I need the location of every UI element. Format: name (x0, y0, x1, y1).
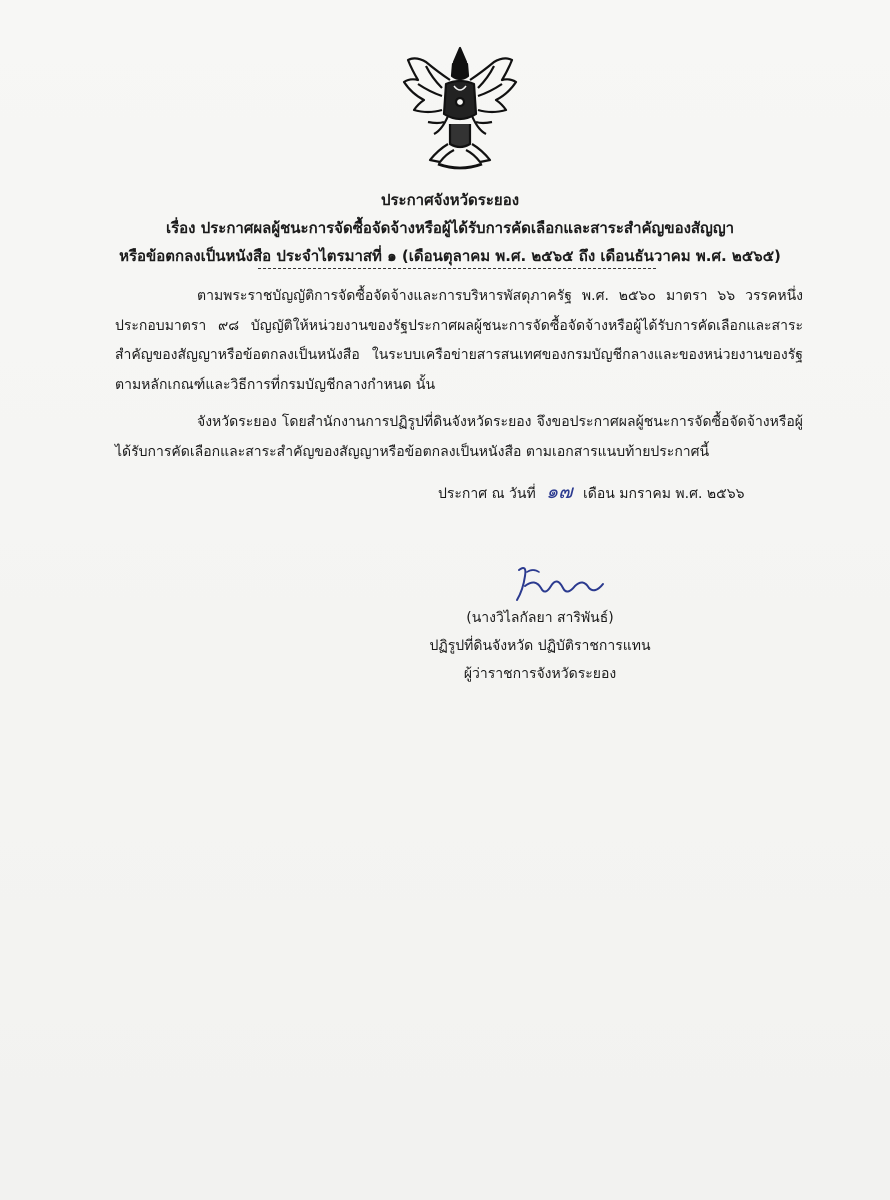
signatory-name: (นางวิไลกัลยา สาริพันธ์) (466, 610, 614, 626)
signatory-position: ปฏิรูปที่ดินจังหวัด ปฏิบัติราชการแทน (429, 638, 651, 654)
announcement-title: ประกาศจังหวัดระยอง (380, 191, 520, 209)
heading-divider (258, 268, 656, 269)
date-day-handwritten: ๑๗ (546, 481, 573, 503)
garuda-emblem-icon (398, 44, 522, 174)
announcement-date (438, 478, 744, 508)
date-month-year: เดือน มกราคม พ.ศ. ๒๕๖๖ (582, 486, 745, 502)
paragraph-announcement: จังหวัดระยอง โดยสำนักงานการปฏิรูปที่ดินจังหวัดระยอง จึงขอประกาศผลผู้ชนะการจัดซื้อจัดจ้างหรือผู้ได้รับการคัดเลือกและสาระสำคัญของสัญญาหรือข้อตกลงเป็นหนังสือ ตามเอกสารแนบท้ายประกาศนี้ (115, 414, 803, 460)
announcement-subject: เรื่อง ประกาศผลผู้ชนะการจัดซื้อจัดจ้างหรือผู้ได้รับการคัดเลือกและสาระสำคัญของสัญญา (165, 219, 735, 237)
signatory-on-behalf: ผู้ว่าราชการจังหวัดระยอง (463, 666, 617, 682)
signatory-block (400, 604, 680, 688)
date-prefix: ประกาศ ณ วันที่ (438, 486, 536, 502)
announcement-heading (60, 186, 840, 270)
handwritten-signature (505, 560, 615, 608)
announcement-subject-continued: หรือข้อตกลงเป็นหนังสือ ประจำไตรมาสที่ ๑ (เดือนตุลาคม พ.ศ. ๒๕๖๕ ถึง เดือนธันวาคม พ.ศ. ๒๕๖๕) (119, 247, 781, 265)
paragraph-legal-basis: ตามพระราชบัญญัติการจัดซื้อจัดจ้างและการบริหารพัสดุภาครัฐ พ.ศ. ๒๕๖๐ มาตรา ๖๖ วรรคหนึ่ง ประกอบมาตรา ๙๘ บัญญัติให้หน่วยงานของรัฐประกาศผลผู้ชนะการจัดซื้อจัดจ้างหรือผู้ได้รับการคัดเลือกและสาระสำคัญของสัญญาหรือข้อตกลงเป็นหนังสือ ในระบบเครือข่ายสารสนเทศของกรมบัญชีกลางและของหน่วยงานของรัฐตามหลักเกณฑ์และวิธีการที่กรมบัญชีกลางกำหนด นั้น (115, 288, 803, 393)
